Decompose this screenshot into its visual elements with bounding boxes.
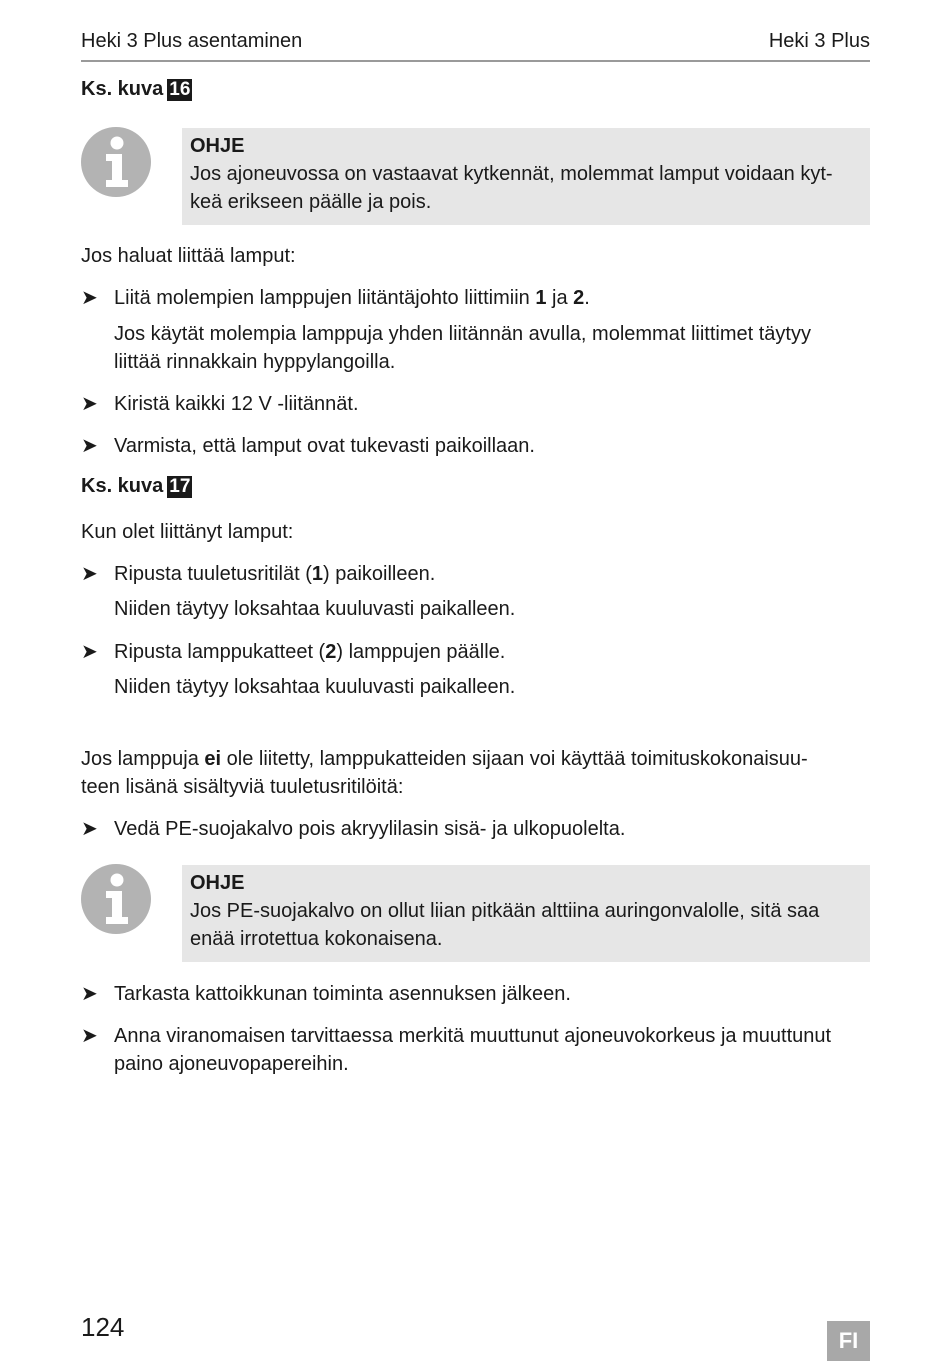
header-product: Heki 3 Plus [768, 30, 870, 52]
step-text: Kiristä kaikki 12 V -liitännät. [114, 393, 359, 415]
step-text-part: Ripusta lamppukatteet ( [114, 641, 326, 663]
step-text [114, 1022, 870, 1078]
emphasis-text: ei [204, 748, 222, 770]
step-text [114, 284, 870, 312]
figure-number-badge: 17 [169, 476, 191, 497]
bullet-arrow-icon: ➤ [81, 435, 98, 457]
note-title: OHJE [190, 872, 245, 894]
instruction-step [81, 638, 870, 666]
figure-number-badge: 16 [169, 79, 191, 100]
instruction-step [81, 980, 870, 1008]
step-text-part: ja [546, 287, 574, 309]
instruction-step [81, 1022, 870, 1078]
step-text: Tarkasta kattoikkunan toiminta asennuksen jälkeen. [114, 983, 571, 1005]
bullet-arrow-icon: ➤ [81, 393, 98, 415]
note-line: Jos ajoneuvossa on vastaavat kytkennät, molemmat lamput voidaan kyt- [190, 163, 833, 185]
figure-reference-label: Ks. kuva [81, 78, 164, 100]
intro-paragraph: Kun olet liittänyt lamput: [81, 521, 294, 543]
step-text [114, 638, 870, 666]
bullet-arrow-icon: ➤ [81, 641, 98, 663]
page-number: 124 [81, 1312, 125, 1342]
step-text [114, 560, 870, 588]
language-tab: FI [827, 1321, 870, 1361]
bullet-arrow-icon: ➤ [81, 563, 98, 585]
step-text: Vedä PE-suojakalvo pois akryylilasin sisä- ja ulkopuolelta. [114, 818, 626, 840]
step-note-line: Jos käytät molempia lamppuja yhden liitännän avulla, molemmat liittimet täytyy [114, 323, 811, 345]
step-text-line: Anna viranomaisen tarvittaessa merkitä muuttunut ajoneuvokorkeus ja muuttunut [114, 1025, 832, 1047]
intro-paragraph: Jos haluat liittää lamput: [81, 245, 296, 267]
note-title: OHJE [190, 135, 245, 157]
paragraph-text-part: ole liitetty, lamppukatteiden sijaan voi käyttää toimituskokonaisuu- [221, 748, 808, 770]
header-chapter: Heki 3 Plus asentaminen [81, 30, 303, 52]
step-note [114, 320, 870, 376]
note-text-box [182, 128, 870, 225]
step-note: Niiden täytyy loksahtaa kuuluvasti paikalleen. [114, 598, 516, 620]
step-text-part: . [584, 287, 590, 309]
bullet-arrow-icon: ➤ [81, 287, 98, 309]
part-number: 1 [311, 563, 323, 585]
part-number: 2 [573, 287, 585, 309]
paragraph [81, 745, 870, 801]
step-note-line: liittää rinnakkain hyppylangoilla. [114, 351, 396, 373]
paragraph-line: teen lisänä sisältyviä tuuletusritilöitä: [81, 776, 404, 798]
step-text-part: Liitä molempien lamppujen liitäntäjohto liittimiin [114, 287, 536, 309]
step-text-part: ) paikoilleen. [323, 563, 436, 585]
note-line: enää irrotettua kokonaisena. [190, 928, 443, 950]
instruction-step [81, 284, 870, 312]
info-icon [81, 127, 151, 197]
note-line: Jos PE-suojakalvo on ollut liian pitkään alttiina auringonvalolle, sitä saa [190, 900, 820, 922]
page-header [81, 28, 870, 62]
figure-reference-17 [81, 475, 192, 498]
instruction-step [81, 390, 870, 418]
info-icon [81, 864, 151, 934]
bullet-arrow-icon: ➤ [81, 1025, 98, 1047]
paragraph-line [81, 745, 870, 773]
figure-reference-16 [81, 78, 192, 101]
paragraph-text-part: Jos lamppuja [81, 748, 205, 770]
step-text-line: paino ajoneuvopapereihin. [114, 1053, 349, 1075]
step-text-part: Ripusta tuuletusritilät ( [114, 563, 312, 585]
note-line: keä erikseen päälle ja pois. [190, 191, 432, 213]
note-text-box [182, 865, 870, 962]
bullet-arrow-icon: ➤ [81, 818, 98, 840]
instruction-step [81, 560, 870, 588]
instruction-step [81, 815, 870, 843]
part-number: 1 [535, 287, 547, 309]
figure-reference-label: Ks. kuva [81, 475, 164, 497]
step-text: Varmista, että lamput ovat tukevasti paikoillaan. [114, 435, 535, 457]
part-number: 2 [325, 641, 337, 663]
step-text-part: ) lamppujen päälle. [336, 641, 506, 663]
bullet-arrow-icon: ➤ [81, 983, 98, 1005]
step-note: Niiden täytyy loksahtaa kuuluvasti paikalleen. [114, 676, 516, 698]
instruction-step [81, 432, 870, 460]
